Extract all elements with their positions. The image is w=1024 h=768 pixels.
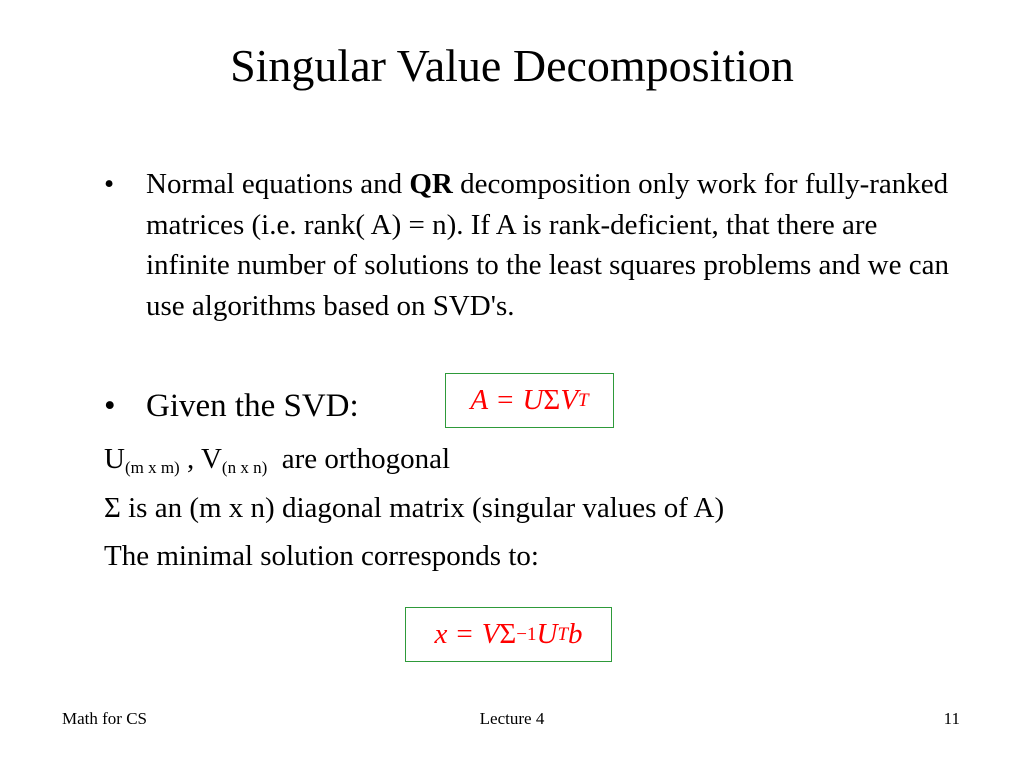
minimal-solution-line: The minimal solution corresponds to: <box>104 540 539 572</box>
eq2-u: U <box>536 618 558 650</box>
eq1-u: U <box>522 384 544 416</box>
footer-lecture: Lecture 4 <box>479 709 545 728</box>
sigma-line: Σ is an (m x n) diagonal matrix (singular values of A) <box>104 492 725 524</box>
orthogonal-text: are orthogonal <box>267 443 451 475</box>
eq2-equals: = <box>456 618 473 650</box>
minimal-solution-equation-box: x = V Σ −1 U T b <box>405 607 612 662</box>
eq2-sigma: Σ <box>499 618 517 650</box>
bullet-text-end: decomposition only work for fully-ranked matrices (i.e. rank( A) = n). If A is rank-deficient, that there are infinite number of solutions to the least squares problems and we can use algorithms based on SVD's. <box>146 168 949 322</box>
eq1-lhs: A <box>470 384 489 416</box>
u-symbol: U <box>104 443 125 475</box>
u-dimension: (m x m) <box>124 458 180 477</box>
bullet-normal-equations <box>104 164 964 326</box>
footer-course: Math for CS <box>62 709 147 728</box>
bullet-given-svd <box>104 384 359 428</box>
eq1-v: V <box>560 384 579 416</box>
bullet-text: Given the SVD: <box>146 388 359 424</box>
orthogonal-line <box>104 441 450 477</box>
v-symbol: , V <box>179 443 222 475</box>
footer-page-number: 11 <box>943 709 960 728</box>
bullet-marker: • <box>104 168 115 200</box>
svd-equation-box: A = U Σ V T <box>445 373 614 428</box>
slide-title: Singular Value Decomposition <box>230 40 794 91</box>
eq2-v: V <box>481 618 500 650</box>
eq2-b: b <box>568 618 583 650</box>
bullet-text-start: Normal equations and <box>146 168 410 200</box>
eq1-sigma: Σ <box>543 384 561 416</box>
v-dimension: (n x n) <box>221 458 268 477</box>
bullet-text-bold-qr: QR <box>409 168 453 200</box>
bullet-marker: • <box>104 388 116 424</box>
bullet-text <box>146 164 964 326</box>
eq1-equals: = <box>497 384 514 416</box>
eq2-lhs: x <box>434 618 448 650</box>
